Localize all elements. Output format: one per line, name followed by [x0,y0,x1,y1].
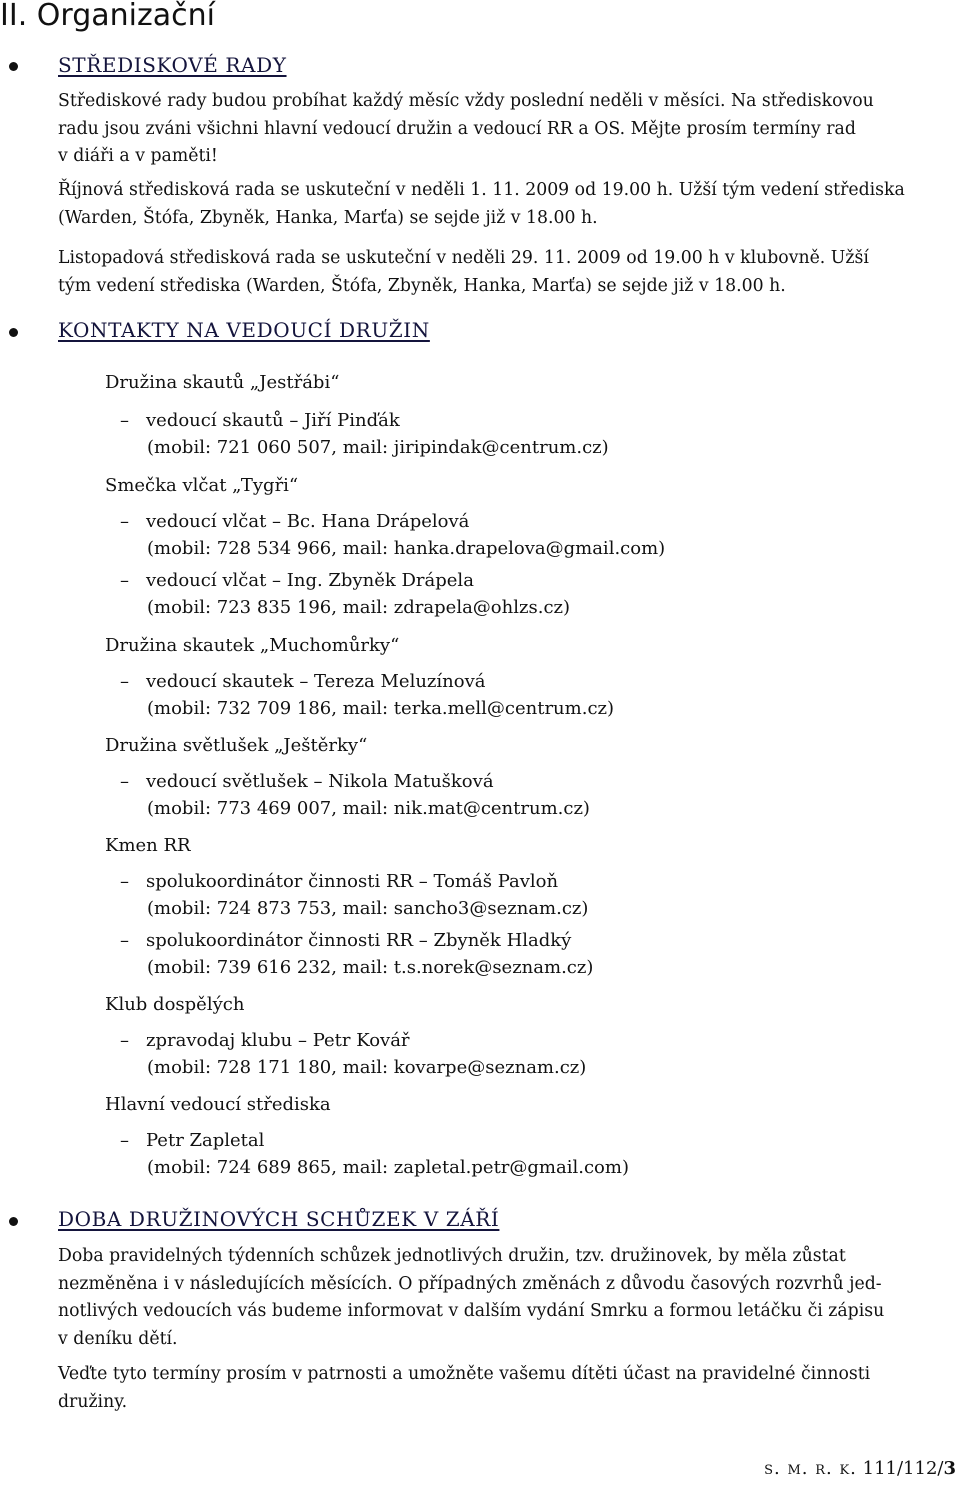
publication-name: s. m. r. k. [764,1458,857,1479]
text-line: Listopadová středisková rada se uskuteční v neděli 29. 11. 2009 od 19.00 h v klubovně. Užší [58,248,869,268]
issue-number: 111/112/ [862,1458,944,1479]
contact-entry [120,1127,629,1181]
contact-role: vedoucí skautů – Jiří Pinďák [146,410,400,431]
group-name-jestrabi: Družina skautů „Jestřábi“ [105,372,340,393]
contact-role: vedoucí vlčat – Ing. Zbyněk Drápela [146,570,474,591]
text-line: Říjnová středisková rada se uskuteční v neděli 1. 11. 2009 od 19.00 h. Užší tým vedení střediska [58,180,905,200]
schedule-paragraph [58,1243,957,1353]
dash-marker: – [120,410,129,431]
dash-marker: – [120,1130,129,1151]
group-name-jesterky: Družina světlušek „Ještěrky“ [105,735,368,756]
contact-detail: (mobil: 724 873 753, mail: sancho3@seznam.cz) [147,898,589,919]
section-heading-kontakty: KONTAKTY NA VEDOUCÍ DRUŽIN [58,318,430,342]
contact-detail: (mobil: 721 060 507, mail: jiripindak@centrum.cz) [147,437,609,458]
dash-marker: – [120,930,129,951]
text-line: nezměněna i v následujících měsících. O případných změnách z důvodu časových rozvrhů jed- [58,1273,882,1294]
dash-marker: – [120,1030,129,1051]
dash-marker: – [120,511,129,532]
text-line: Doba pravidelných týdenních schůzek jednotlivých družin, tzv. družinovek, by měla zůstat [58,1246,846,1266]
contact-role: vedoucí světlušek – Nikola Matušková [146,771,494,792]
group-name-kmen-rr: Kmen RR [105,835,191,856]
contact-entry [120,567,570,621]
contact-detail: (mobil: 728 171 180, mail: kovarpe@seznam.cz) [147,1057,587,1078]
text-line: notlivých vedoucích vás budeme informovat v dalším vydání Smrku a formou letáčku či zápisu [58,1301,885,1322]
page-number: 3 [943,1458,956,1479]
contact-detail: (mobil: 728 534 966, mail: hanka.drapelova@gmail.com) [147,538,666,559]
group-name-hlavni-vedouci: Hlavní vedoucí střediska [105,1094,331,1115]
text-line: radu jsou zváni všichni hlavní vedoucí družin a vedoucí RR a OS. Mějte prosím termíny rad [58,118,856,139]
contact-role: vedoucí vlčat – Bc. Hana Drápelová [146,511,470,532]
group-name-klub-dospelych: Klub dospělých [105,994,245,1015]
contact-entry [120,768,590,822]
dash-marker: – [120,871,129,892]
contact-detail: (mobil: 723 835 196, mail: zdrapela@ohlzs.cz) [147,597,571,618]
contact-detail: (mobil: 739 616 232, mail: t.s.norek@seznam.cz) [147,957,594,978]
contact-entry [120,927,593,981]
text-line: v diáři a v paměti! [58,146,218,167]
contact-role: Petr Zapletal [146,1130,265,1151]
contact-entry [120,407,609,461]
contact-role: vedoucí skautek – Tereza Meluzínová [146,671,486,692]
dash-marker: – [120,570,129,591]
text-line: Veďte tyto termíny prosím v patrnosti a umožněte vašemu dítěti účast na pravidelné činnosti [58,1364,871,1384]
reminder-paragraph [58,1361,957,1416]
dash-marker: – [120,671,129,692]
contact-role: zpravodaj klubu – Petr Kovář [146,1030,410,1051]
contact-role: spolukoordinátor činnosti RR – Zbyněk Hladký [146,930,572,951]
intro-paragraph [58,88,957,171]
section-bullet [9,1217,18,1226]
contact-role: spolukoordinátor činnosti RR – Tomáš Pavloň [146,871,559,892]
group-name-tygri: Smečka vlčat „Tygři“ [105,475,299,496]
section-heading-doba-schuzek: DOBA DRUŽINOVÝCH SCHŮZEK V ZÁŘÍ [58,1207,500,1231]
contact-detail: (mobil: 773 469 007, mail: nik.mat@centrum.cz) [147,798,590,819]
section-bullet [9,328,18,337]
text-line: Střediskové rady budou probíhat každý měsíc vždy poslední neděli v měsíci. Na střediskovou [58,91,874,111]
contact-detail: (mobil: 732 709 186, mail: terka.mell@centrum.cz) [147,698,615,719]
contact-entry [120,668,614,722]
text-line: družiny. [58,1391,128,1412]
page-footer [764,1457,956,1481]
text-line: v deníku dětí. [58,1328,178,1349]
page-title: II. Organizační [0,0,215,33]
november-paragraph [58,245,957,300]
section-heading-strediskove-rady: STŘEDISKOVÉ RADY [58,53,287,77]
section-bullet [9,62,18,71]
october-paragraph [58,177,957,232]
contact-entry [120,1027,586,1081]
dash-marker: – [120,771,129,792]
contact-detail: (mobil: 724 689 865, mail: zapletal.petr@gmail.com) [147,1157,629,1178]
contact-entry [120,868,588,922]
group-name-muchomurky: Družina skautek „Muchomůrky“ [105,635,400,656]
text-line: (Warden, Štófa, Zbyněk, Hanka, Marťa) se sejde již v 18.00 h. [58,207,598,228]
text-line: tým vedení střediska (Warden, Štófa, Zbyněk, Hanka, Marťa) se sejde již v 18.00 h. [58,275,786,296]
contact-entry [120,508,665,562]
